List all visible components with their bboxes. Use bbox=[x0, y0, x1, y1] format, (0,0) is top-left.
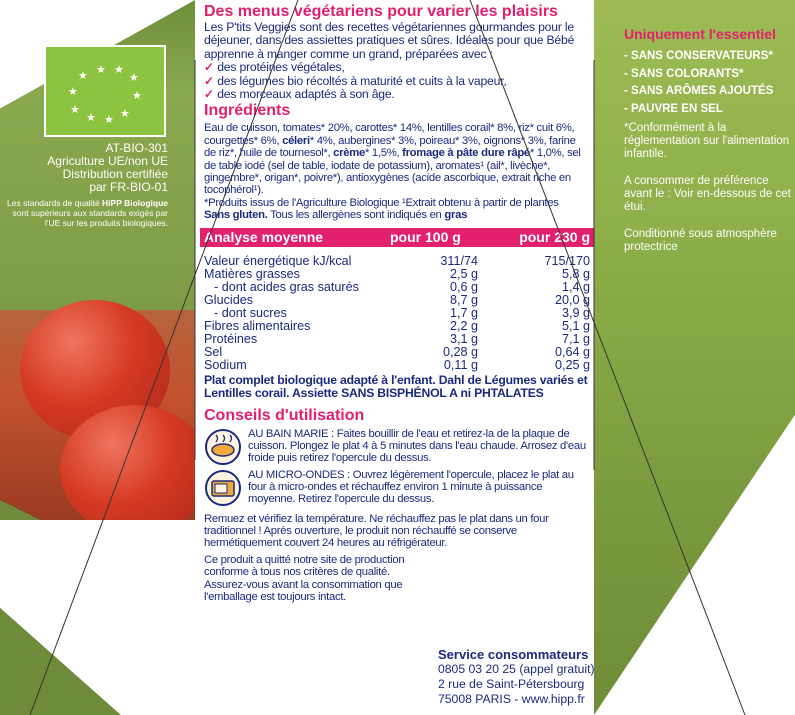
bain-marie-instruction: AU BAIN MARIE : Faites bouillir de l'eau et retirez-la de la plaque de cuisson. Plongez le plat 4 à 5 minutes dans l'eau chaude. Arrosez d'eau froide puis retirez l'opercule du dessus. bbox=[204, 428, 590, 466]
right-text-block bbox=[624, 26, 794, 254]
cert-code: AT-BIO-301 bbox=[105, 141, 168, 155]
service-phone: 0805 03 20 25 (appel gratuit) bbox=[438, 662, 595, 676]
left-panel bbox=[0, 0, 195, 715]
warning-text: Remuez et vérifiez la température. Ne réchauffez pas le plat dans un four traditionnel ! Après ouverture, le produit non réchauffé se conserve hermétiquement couvert 24 heures au réfrigérateur. bbox=[204, 512, 549, 550]
cert-body: par FR-BIO-01 bbox=[89, 180, 168, 194]
nutrition-table bbox=[200, 255, 594, 372]
center-column bbox=[200, 0, 594, 715]
tomato-photo bbox=[0, 310, 195, 520]
product-summary: Plat complet biologique adapté à l'enfant. Dahl de Légumes variés et Lentilles corail. Assiette SANS BISPHÉNOL A ni PHTALATES bbox=[204, 372, 588, 401]
quality-text: Ce produit a quitté notre site de production conforme à tous nos critères de qualité. Assurez-vous avant la consommation que l'emballage est toujours intact. bbox=[204, 553, 405, 603]
service-street: 2 rue de Saint-Pétersbourg bbox=[438, 677, 585, 691]
svg-text:★: ★ bbox=[132, 89, 142, 102]
bain-marie-icon bbox=[204, 428, 242, 466]
best-before-text: A consommer de préférence avant le : Voir en-dessous de cet étui. bbox=[624, 175, 791, 213]
certification-text bbox=[6, 142, 168, 228]
check-item: ✓ des morceaux adaptés à son âge. bbox=[204, 87, 395, 102]
ingredients-footnote: *Produits issus de l'Agriculture Biologique ¹Extrait obtenu à partir de plantes bbox=[204, 196, 559, 209]
cert-distribution: Distribution certifiée bbox=[62, 167, 168, 181]
svg-text:★: ★ bbox=[104, 113, 114, 126]
allergen-note: Sans gluten. Tous les allergènes sont indiqués en gras bbox=[204, 209, 468, 222]
essentials-title: Uniquement l'essentiel bbox=[624, 26, 776, 42]
cert-note: Les standards de qualité HiPP Biologique sont supérieurs aux standards exigés par l'UE sur les produits biologiques. bbox=[7, 198, 168, 228]
eu-organic-logo bbox=[44, 45, 166, 137]
consumer-service bbox=[438, 647, 598, 707]
intro-title: Des menus végétariens pour varier les plaisirs bbox=[204, 3, 558, 20]
nutrition-header-100g: pour 100 g bbox=[390, 228, 461, 245]
check-icon: ✓ bbox=[204, 87, 218, 102]
check-item: ✓ des légumes bio récoltés à maturité et cuits à la vapeur, bbox=[204, 73, 507, 88]
nutrition-row: Fibres alimentaires 2,2 g 5,1 g bbox=[204, 318, 590, 333]
nutrition-header-label: Analyse moyenne bbox=[204, 228, 324, 245]
nutrition-row: - dont sucres 1,7 g 3,9 g bbox=[214, 305, 590, 320]
claims-list bbox=[624, 48, 794, 118]
tomato-image bbox=[60, 405, 195, 535]
intro-text: Les P'tits Veggies sont des recettes végétariennes gourmandes pour le déjeuner, dans des assiettes pratiques et sûres. Idéales pour que Bébé apprenne à manger comme un grand, préparées avec : bbox=[204, 20, 575, 61]
ingredients-title: Ingrédients bbox=[204, 102, 291, 120]
nutrition-header-230g: pour 230 g bbox=[519, 228, 590, 245]
svg-text:★: ★ bbox=[86, 111, 96, 124]
check-icon: ✓ bbox=[204, 73, 218, 88]
micro-ondes-instruction: AU MICRO-ONDES : Ouvrez légèrement l'opercule, placez le plat au four à micro-ondes et réchauffez environ 1 minute à puissance moyenne. Retirez l'opercule du dessus. bbox=[204, 469, 590, 507]
nutrition-row: Sodium 0,11 g 0,25 g bbox=[204, 357, 590, 372]
service-title: Service consommateurs bbox=[438, 647, 589, 662]
svg-text:★: ★ bbox=[68, 85, 78, 98]
ingredients-text: Eau de cuisson, tomates* 20%, carottes* 14%, lentilles corail* 8%, riz* cuit 6%, courgettes* 6%, céleri* 4%, aubergines* 3%, poireau* 3%, oignons* 3%, farine de riz*, huile de tournesol*, crème* 1,5%, fromage à pâte dure râpé* 1,0%, sel de table iodé (sel de table, iodate de potassium), aromates¹ (ail*, livèche*, gingembre*, origan*, poivre*), antioxygènes (acide ascorbique, extrait riche en tocophérol¹). bbox=[204, 122, 581, 197]
nutrition-row: Glucides 8,7 g 20,0 g bbox=[204, 292, 590, 307]
packaging-text: Conditionné sous atmosphère protectrice bbox=[624, 228, 777, 253]
nutrition-row: - dont acides gras saturés 0,6 g 1,4 g bbox=[214, 279, 590, 294]
svg-text:★: ★ bbox=[78, 69, 88, 82]
claims-footnote: *Conformément à la réglementation sur l'alimentation infantile. bbox=[624, 122, 790, 160]
nutrition-row: Sel 0,28 g 0,64 g bbox=[204, 344, 590, 359]
svg-text:★: ★ bbox=[129, 71, 139, 84]
nutrition-row: Valeur énergétique kJ/kcal 311/74 715/170 bbox=[204, 253, 590, 268]
svg-text:★: ★ bbox=[70, 103, 80, 116]
svg-text:★: ★ bbox=[96, 63, 106, 76]
svg-text:★: ★ bbox=[114, 63, 124, 76]
service-city: 75008 PARIS - www.hipp.fr bbox=[438, 692, 585, 706]
claim-item: - SANS ARÔMES AJOUTÉS bbox=[624, 85, 774, 97]
nutrition-row: Matières grasses 2,5 g 5,8 g bbox=[204, 266, 590, 281]
nutrition-row: Protéines 3,1 g 7,1 g bbox=[204, 331, 590, 346]
claim-item: - SANS COLORANTS* bbox=[624, 67, 744, 80]
claim-item: - SANS CONSERVATEURS* bbox=[624, 50, 773, 62]
microwave-icon bbox=[204, 469, 242, 507]
check-item: ✓ des protéines végétales, bbox=[204, 60, 345, 75]
check-icon: ✓ bbox=[204, 60, 218, 75]
nutrition-header bbox=[200, 228, 594, 247]
claim-item: - PAUVRE EN SEL bbox=[624, 102, 723, 115]
cert-origin: Agriculture UE/non UE bbox=[47, 154, 168, 168]
right-panel bbox=[594, 0, 795, 715]
usage-title: Conseils d'utilisation bbox=[204, 406, 365, 424]
svg-text:★: ★ bbox=[120, 107, 130, 120]
